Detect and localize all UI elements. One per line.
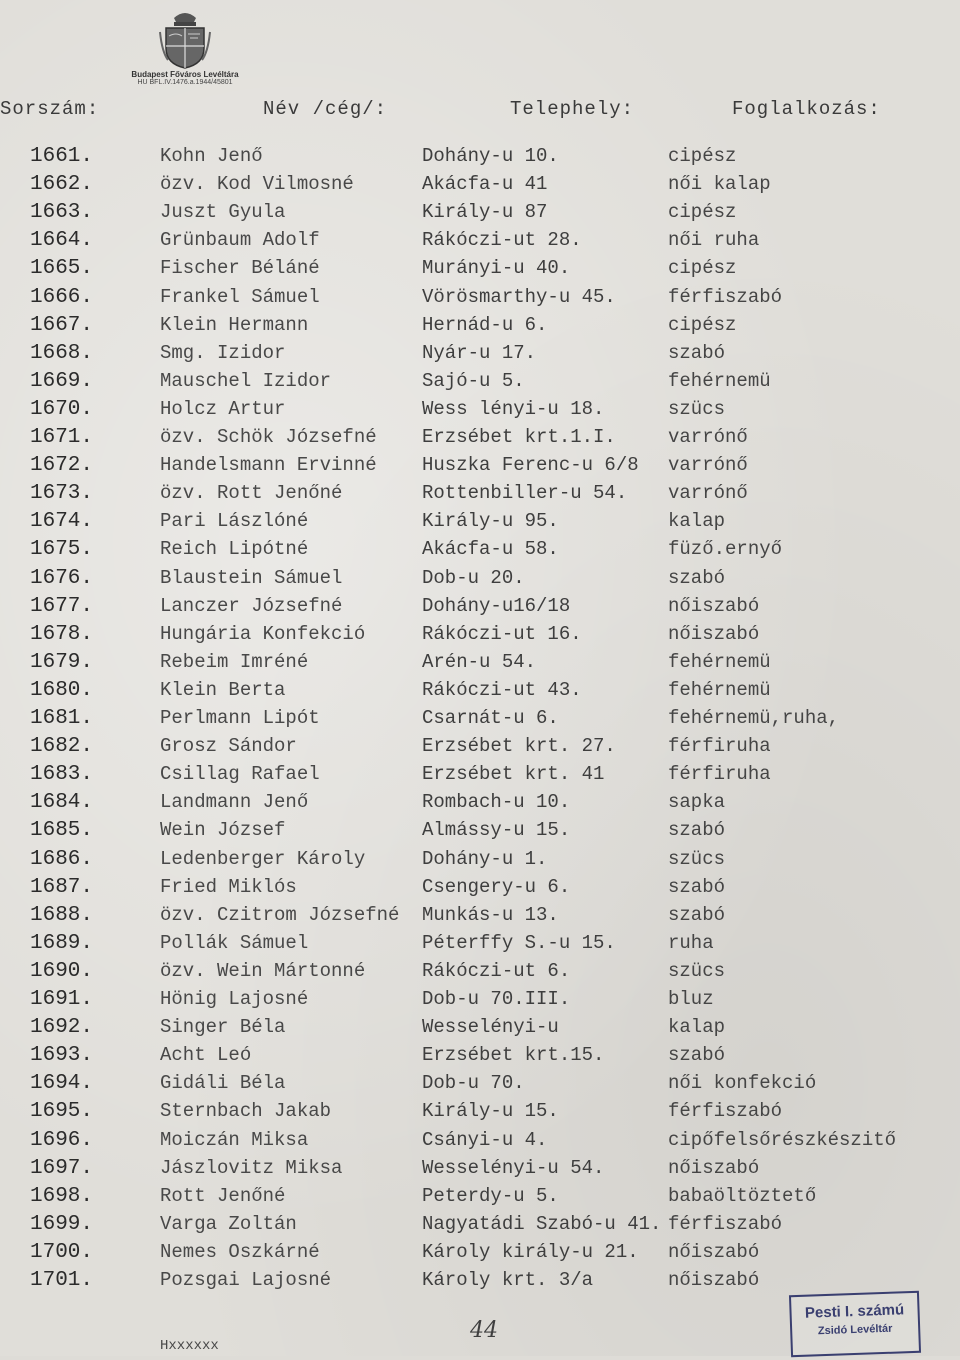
- entry-address: Sajó-u 5.: [422, 369, 525, 392]
- entry-number: 1695.: [30, 1100, 94, 1124]
- entry-address: Rákóczi-ut 43.: [422, 678, 582, 701]
- entry-occupation: szücs: [668, 397, 726, 420]
- entry-occupation: bluz: [668, 988, 714, 1010]
- entry-name: Holcz Artur: [160, 397, 286, 420]
- entry-number: 1664.: [30, 229, 94, 253]
- table-row: [0, 817, 960, 844]
- table-row: [0, 565, 960, 592]
- entry-occupation: szücs: [668, 959, 726, 982]
- entry-name: Perlmann Lipót: [160, 707, 320, 729]
- entry-number: 1698.: [30, 1184, 94, 1208]
- entry-address: Péterffy S.-u 15.: [422, 931, 616, 954]
- entry-name: Rebeim Imréné: [160, 650, 309, 673]
- entry-address: Hernád-u 6.: [422, 313, 548, 336]
- table-row: [0, 986, 960, 1013]
- entry-address: Király-u 87: [422, 201, 548, 224]
- table-row: [0, 1042, 960, 1069]
- entry-name: Frankel Sámuel: [160, 285, 320, 308]
- entry-address: Király-u 15.: [422, 1100, 559, 1123]
- entry-name: Moiczán Miksa: [160, 1128, 309, 1151]
- entry-occupation: sapka: [668, 791, 726, 814]
- table-row: [0, 874, 960, 901]
- entry-number: 1672.: [30, 454, 94, 478]
- table-row: [0, 143, 960, 170]
- entry-name: Sternbach Jakab: [160, 1100, 332, 1123]
- entry-number: 1693.: [30, 1044, 94, 1068]
- entry-occupation: férfiruha: [668, 763, 771, 786]
- entry-number: 1697.: [30, 1156, 94, 1180]
- entry-number: 1671.: [30, 426, 94, 449]
- entry-name: Gidáli Béla: [160, 1072, 286, 1095]
- table-row: [0, 508, 960, 535]
- entry-number: 1691.: [30, 988, 94, 1011]
- entry-occupation: férfiszabó: [668, 1212, 783, 1235]
- entry-name: Handelsmann Ervinné: [160, 454, 377, 477]
- table-row: [0, 902, 960, 929]
- table-row: [0, 340, 960, 367]
- entry-number: 1666.: [30, 285, 94, 309]
- seal-text-archive: Budapest Főváros Levéltára: [131, 70, 239, 79]
- entry-occupation: cipész: [668, 201, 737, 224]
- table-row: [0, 1070, 960, 1097]
- entry-address: Rákóczi-ut 6.: [422, 959, 571, 982]
- entry-occupation: kalap: [668, 1016, 726, 1039]
- column-header-nev: Név /cég/:: [263, 98, 388, 120]
- entry-address: Dob-u 20.: [422, 566, 525, 589]
- entry-number: 1700.: [30, 1240, 94, 1264]
- entry-name: Varga Zoltán: [160, 1212, 297, 1235]
- entry-address: Dohány-u16/18: [422, 594, 571, 617]
- entry-occupation: cipőfelsőrészkészitő: [668, 1128, 897, 1151]
- table-row: [0, 480, 960, 507]
- entry-number: 1701.: [30, 1269, 94, 1292]
- entry-address: Erzsébet krt.1.I.: [422, 426, 616, 448]
- entry-number: 1674.: [30, 510, 94, 534]
- entry-name: Ledenberger Károly: [160, 847, 366, 870]
- table-row: [0, 733, 960, 760]
- entry-number: 1699.: [30, 1212, 94, 1236]
- entry-occupation: varrónő: [668, 454, 748, 477]
- table-row: [0, 958, 960, 985]
- entry-address: Akácfa-u 58.: [422, 538, 559, 561]
- table-row: [0, 1155, 960, 1182]
- entry-number: 1676.: [30, 566, 94, 590]
- table-row: [0, 1183, 960, 1210]
- entry-address: Csarnát-u 6.: [422, 707, 559, 729]
- entry-address: Akácfa-u 41: [422, 173, 548, 196]
- entry-number: 1670.: [30, 397, 94, 421]
- entry-number: 1696.: [30, 1128, 94, 1152]
- entry-number: 1678.: [30, 622, 94, 646]
- entry-name: özv. Kod Vilmosné: [160, 173, 354, 196]
- entry-occupation: nőiszabó: [668, 1269, 760, 1291]
- entry-occupation: kalap: [668, 510, 726, 533]
- entry-number: 1675.: [30, 538, 94, 562]
- entry-occupation: varrónő: [668, 426, 748, 448]
- entry-occupation: szücs: [668, 847, 726, 870]
- column-header-telephely: Telephely:: [510, 98, 635, 120]
- entry-occupation: szabó: [668, 875, 726, 898]
- entry-number: 1694.: [30, 1072, 94, 1096]
- archive-seal: [120, 8, 250, 94]
- entry-occupation: cipész: [668, 313, 737, 336]
- entry-number: 1677.: [30, 594, 94, 618]
- table-row: [0, 705, 960, 732]
- entry-address: Vörösmarthy-u 45.: [422, 285, 616, 308]
- entry-number: 1683.: [30, 763, 94, 787]
- table-row: [0, 1014, 960, 1041]
- entry-number: 1686.: [30, 847, 94, 871]
- entry-address: Rákóczi-ut 28.: [422, 229, 582, 252]
- table-row: [0, 761, 960, 788]
- table-row: [0, 593, 960, 620]
- entry-name: Klein Hermann: [160, 313, 309, 336]
- entry-number: 1667.: [30, 313, 94, 337]
- entry-occupation: férfiszabó: [668, 285, 783, 308]
- entry-number: 1689.: [30, 931, 94, 955]
- entry-name: Blaustein Sámuel: [160, 566, 343, 589]
- entry-number: 1685.: [30, 819, 94, 843]
- column-header-foglalkozas: Foglalkozás:: [732, 98, 881, 120]
- entry-name: Smg. Izidor: [160, 341, 286, 364]
- entry-occupation: női ruha: [668, 229, 760, 252]
- entry-name: Jászlovitz Miksa: [160, 1156, 343, 1179]
- partial-entry-text: Hxxxxxx: [160, 1338, 219, 1354]
- entry-name: Nemes Oszkárné: [160, 1240, 320, 1263]
- table-row: [0, 621, 960, 648]
- entry-address: Rottenbiller-u 54.: [422, 482, 628, 505]
- entry-name: Grosz Sándor: [160, 735, 297, 758]
- entry-occupation: szabó: [668, 341, 726, 364]
- entry-name: Pollák Sámuel: [160, 931, 309, 954]
- entry-address: Huszka Ferenc-u 6/8: [422, 454, 639, 477]
- entry-number: 1679.: [30, 650, 94, 674]
- entry-name: Grünbaum Adolf: [160, 229, 320, 252]
- table-row: [0, 452, 960, 479]
- entry-name: Mauschel Izidor: [160, 369, 332, 392]
- entry-address: Arén-u 54.: [422, 650, 537, 673]
- entry-occupation: női konfekció: [668, 1072, 817, 1095]
- entry-number: 1669.: [30, 369, 94, 393]
- table-row: [0, 199, 960, 226]
- entry-name: Acht Leó: [160, 1044, 252, 1067]
- table-row: [0, 1211, 960, 1238]
- entry-address: Csengery-u 6.: [422, 875, 571, 898]
- entry-address: Wess lényi-u 18.: [422, 397, 605, 420]
- entry-address: Dob-u 70.III.: [422, 988, 571, 1010]
- entry-address: Nyár-u 17.: [422, 341, 537, 364]
- entry-name: özv. Czitrom Józsefné: [160, 903, 400, 926]
- entry-occupation: női kalap: [668, 173, 771, 196]
- stamp-line-2: Zsidó Levéltár: [817, 1322, 893, 1338]
- entry-address: Király-u 95.: [422, 510, 559, 533]
- table-row: [0, 284, 960, 311]
- entry-name: özv. Wein Mártonné: [160, 959, 366, 982]
- entry-address: Csányi-u 4.: [422, 1128, 548, 1151]
- entry-occupation: cipész: [668, 145, 737, 167]
- entry-number: 1687.: [30, 875, 94, 899]
- entry-address: Rákóczi-ut 16.: [422, 622, 582, 645]
- entry-name: Pozsgai Lajosné: [160, 1269, 332, 1291]
- entry-occupation: szabó: [668, 566, 726, 589]
- entry-name: Csillag Rafael: [160, 763, 320, 786]
- entry-address: Erzsébet krt.15.: [422, 1044, 605, 1067]
- entry-occupation: szabó: [668, 1044, 726, 1067]
- entry-name: Juszt Gyula: [160, 201, 286, 224]
- entry-name: özv. Schök Józsefné: [160, 426, 377, 448]
- entry-number: 1690.: [30, 959, 94, 983]
- table-row: [0, 424, 960, 451]
- entry-address: Rombach-u 10.: [422, 791, 571, 814]
- entry-number: 1663.: [30, 201, 94, 225]
- entry-name: Rott Jenőné: [160, 1184, 286, 1207]
- table-row: [0, 677, 960, 704]
- entry-name: Reich Lipótné: [160, 538, 309, 561]
- entry-name: Fried Miklós: [160, 875, 297, 898]
- table-row: [0, 368, 960, 395]
- entry-name: Klein Berta: [160, 678, 286, 701]
- entry-address: Peterdy-u 5.: [422, 1184, 559, 1207]
- entry-occupation: nőiszabó: [668, 1156, 760, 1179]
- entry-name: Wein József: [160, 819, 286, 842]
- entry-occupation: füző.ernyő: [668, 538, 783, 561]
- table-row: [0, 930, 960, 957]
- table-row: [0, 536, 960, 563]
- entry-occupation: fehérnemü: [668, 678, 771, 701]
- entry-occupation: ruha: [668, 931, 714, 954]
- entry-number: 1688.: [30, 903, 94, 927]
- entry-address: Károly király-u 21.: [422, 1240, 639, 1263]
- coat-of-arms-icon: [158, 8, 212, 70]
- entry-occupation: varrónő: [668, 482, 748, 505]
- entry-number: 1681.: [30, 707, 94, 730]
- entry-name: Landmann Jenő: [160, 791, 309, 814]
- entry-name: Hungária Konfekció: [160, 622, 366, 645]
- table-row: [0, 312, 960, 339]
- entry-number: 1673.: [30, 482, 94, 506]
- entry-address: Erzsébet krt. 41: [422, 763, 605, 786]
- table-row: [0, 171, 960, 198]
- entry-number: 1665.: [30, 257, 94, 281]
- table-row: [0, 1127, 960, 1154]
- seal-text-reference: HU BFL.IV.1476.a.1944/45801: [137, 79, 233, 86]
- entry-number: 1682.: [30, 735, 94, 759]
- table-row: [0, 1098, 960, 1125]
- stamp-line-1: Pesti I. számú: [804, 1301, 905, 1322]
- table-row: [0, 1239, 960, 1266]
- entry-name: Kohn Jenő: [160, 145, 263, 167]
- table-row: [0, 846, 960, 873]
- table-row: [0, 227, 960, 254]
- entry-number: 1680.: [30, 678, 94, 702]
- entry-occupation: nőiszabó: [668, 1240, 760, 1263]
- entry-address: Dohány-u 1.: [422, 847, 548, 870]
- entry-address: Munkás-u 13.: [422, 903, 559, 926]
- entry-address: Wesselényi-u 54.: [422, 1156, 605, 1179]
- entry-address: Erzsébet krt. 27.: [422, 735, 616, 758]
- entry-number: 1668.: [30, 341, 94, 365]
- entry-name: Hönig Lajosné: [160, 988, 309, 1010]
- entry-name: Lanczer Józsefné: [160, 594, 343, 617]
- table-row: [0, 396, 960, 423]
- entry-occupation: nőiszabó: [668, 622, 760, 645]
- entry-address: Dob-u 70.: [422, 1072, 525, 1095]
- entry-name: Pari Lászlóné: [160, 510, 309, 533]
- entry-number: 1692.: [30, 1016, 94, 1040]
- entry-occupation: szabó: [668, 903, 726, 926]
- entry-occupation: férfiszabó: [668, 1100, 783, 1123]
- archive-stamp: [789, 1291, 921, 1357]
- page-number-signature: 44: [470, 1318, 498, 1343]
- entry-number: 1661.: [30, 145, 94, 168]
- entry-name: özv. Rott Jenőné: [160, 482, 343, 505]
- entry-number: 1662.: [30, 173, 94, 197]
- table-row: [0, 1267, 960, 1294]
- entry-occupation: fehérnemü: [668, 369, 771, 392]
- entry-occupation: cipész: [668, 257, 737, 280]
- table-row: [0, 789, 960, 816]
- entry-name: Fischer Béláné: [160, 257, 320, 280]
- entry-number: 1684.: [30, 791, 94, 815]
- entry-address: Murányi-u 40.: [422, 257, 571, 280]
- entry-occupation: fehérnemü: [668, 650, 771, 673]
- table-row: [0, 649, 960, 676]
- entry-occupation: babaöltöztető: [668, 1184, 817, 1207]
- entry-occupation: nőiszabó: [668, 594, 760, 617]
- entry-name: Singer Béla: [160, 1016, 286, 1039]
- entry-address: Dohány-u 10.: [422, 145, 559, 167]
- entry-occupation: férfiruha: [668, 735, 771, 758]
- entry-address: Wesselényi-u: [422, 1016, 559, 1039]
- entry-occupation: szabó: [668, 819, 726, 842]
- table-row: [0, 255, 960, 282]
- entry-address: Almássy-u 15.: [422, 819, 571, 842]
- column-header-sorszam: Sorszám:: [0, 98, 100, 120]
- entry-occupation: fehérnemü,ruha,: [668, 707, 840, 729]
- entry-address: Nagyatádi Szabó-u 41.: [422, 1212, 662, 1235]
- entry-address: Károly krt. 3/a: [422, 1269, 594, 1291]
